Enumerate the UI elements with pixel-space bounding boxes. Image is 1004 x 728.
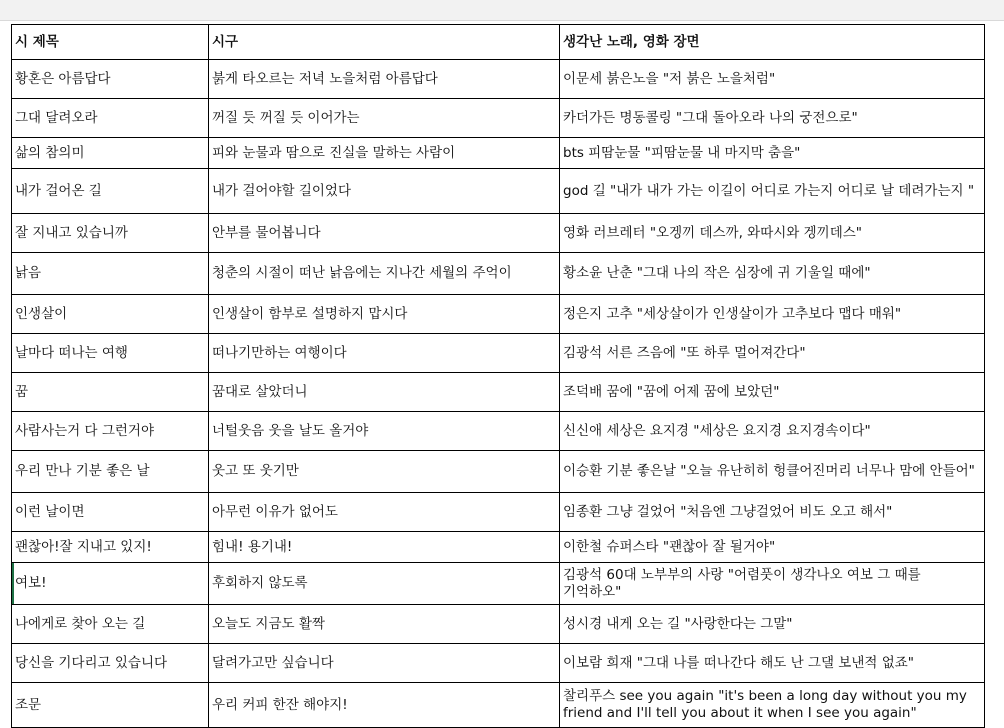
title-cell[interactable]: 사람사는거 다 그런거야 (12, 412, 209, 451)
verse-cell[interactable]: 힘내! 용기내! (209, 532, 560, 563)
sheet-top-strip (0, 0, 1004, 21)
table-row (12, 683, 985, 728)
song-cell[interactable]: 조덕배 꿈에 "꿈에 어제 꿈에 보았던" (560, 373, 985, 412)
table-row (12, 644, 985, 683)
title-cell[interactable]: 이런 날이면 (12, 493, 209, 532)
song-cell[interactable]: 임종환 그냥 걸었어 "처음엔 그냥걸었어 비도 오고 해서" (560, 493, 985, 532)
header-verse-cell[interactable]: 시구 (209, 25, 560, 60)
title-cell[interactable]: 괜찮아!잘 지내고 있지! (12, 532, 209, 563)
song-cell[interactable]: 황소윤 난춘 "그대 나의 작은 심장에 귀 기울일 때에" (560, 253, 985, 295)
table-row (12, 451, 985, 493)
title-cell[interactable]: 꿈 (12, 373, 209, 412)
poem-song-table (11, 24, 985, 728)
title-cell[interactable]: 인생살이 (12, 295, 209, 334)
verse-cell[interactable]: 아무런 이유가 없어도 (209, 493, 560, 532)
title-cell[interactable]: 내가 걸어온 길 (12, 169, 209, 214)
table-row (12, 99, 985, 138)
table-row (12, 412, 985, 451)
song-cell[interactable]: 이보람 희재 "그대 나를 떠나간다 해도 난 그댈 보낸적 없죠" (560, 644, 985, 683)
verse-cell[interactable]: 꿈대로 살았더니 (209, 373, 560, 412)
table-row (12, 138, 985, 169)
verse-cell[interactable]: 내가 걸어야할 길이었다 (209, 169, 560, 214)
title-cell[interactable]: 황혼은 아름답다 (12, 60, 209, 99)
title-cell[interactable]: 날마다 떠나는 여행 (12, 334, 209, 373)
verse-cell[interactable]: 꺼질 듯 꺼질 듯 이어가는 (209, 99, 560, 138)
verse-cell[interactable]: 피와 눈물과 땀으로 진실을 말하는 사람이 (209, 138, 560, 169)
verse-cell[interactable]: 떠나기만하는 여행이다 (209, 334, 560, 373)
song-cell[interactable]: 이문세 붉은노을 "저 붉은 노을처럼" (560, 60, 985, 99)
title-cell[interactable]: 잘 지내고 있습니까 (12, 214, 209, 253)
table-row (12, 605, 985, 644)
title-cell[interactable]: 낡음 (12, 253, 209, 295)
song-cell[interactable]: 이승환 기분 좋은날 "오늘 유난히히 헝클어진머리 너무나 맘에 안들어" (560, 451, 985, 493)
table-row (12, 60, 985, 99)
verse-cell[interactable]: 안부를 물어봅니다 (209, 214, 560, 253)
song-cell[interactable]: 찰리푸스 see you again "it's been a long day without you my friend and I'll tell you about it when I see you again" (560, 683, 985, 728)
song-cell[interactable]: 김광석 60대 노부부의 사랑 "어렴풋이 생각나오 여보 그 때를 기억하오" (560, 563, 985, 605)
title-cell[interactable]: 나에게로 찾아 오는 길 (12, 605, 209, 644)
table-row (12, 563, 985, 605)
verse-cell[interactable]: 오늘도 지금도 활짝 (209, 605, 560, 644)
verse-cell[interactable]: 너털웃음 웃을 날도 올거야 (209, 412, 560, 451)
title-cell[interactable]: 그대 달려오라 (12, 99, 209, 138)
table-row (12, 373, 985, 412)
verse-cell[interactable]: 붉게 타오르는 저녁 노을처럼 아름답다 (209, 60, 560, 99)
table-row (12, 295, 985, 334)
song-cell[interactable]: 성시경 내게 오는 길 "사랑한다는 그말" (560, 605, 985, 644)
title-cell[interactable]: 삶의 참의미 (12, 138, 209, 169)
verse-cell[interactable]: 후회하지 않도록 (209, 563, 560, 605)
song-cell[interactable]: 이한철 슈퍼스타 "괜찮아 잘 될거야" (560, 532, 985, 563)
header-song-cell[interactable]: 생각난 노래, 영화 장면 (560, 25, 985, 60)
verse-cell[interactable]: 웃고 또 웃기만 (209, 451, 560, 493)
table-row (12, 532, 985, 563)
verse-cell[interactable]: 달려가고만 싶습니다 (209, 644, 560, 683)
verse-cell[interactable]: 인생살이 함부로 설명하지 맙시다 (209, 295, 560, 334)
song-cell[interactable]: 신신애 세상은 요지경 "세상은 요지경 요지경속이다" (560, 412, 985, 451)
song-cell[interactable]: 영화 러브레터 "오겡끼 데스까, 와따시와 겡끼데스" (560, 214, 985, 253)
table-row (12, 493, 985, 532)
song-cell[interactable]: 김광석 서른 즈음에 "또 하루 멀어져간다" (560, 334, 985, 373)
song-cell[interactable]: god 길 "내가 내가 가는 이길이 어디로 가는지 어디로 날 데려가는지 " (560, 169, 985, 214)
header-title-cell[interactable]: 시 제목 (12, 25, 209, 60)
song-cell[interactable]: bts 피땀눈물 "피땀눈물 내 마지막 춤을" (560, 138, 985, 169)
spreadsheet-area (11, 24, 985, 728)
table-row (12, 253, 985, 295)
table-row (12, 214, 985, 253)
song-cell[interactable]: 카더가든 명동콜링 "그대 돌아오라 나의 궁전으로" (560, 99, 985, 138)
title-cell[interactable]: 당신을 기다리고 있습니다 (12, 644, 209, 683)
header-row (12, 25, 985, 60)
verse-cell[interactable]: 우리 커피 한잔 해야지! (209, 683, 560, 728)
title-cell[interactable]: 조문 (12, 683, 209, 728)
table-row (12, 334, 985, 373)
verse-cell[interactable]: 청춘의 시절이 떠난 낡음에는 지나간 세월의 주억이 (209, 253, 560, 295)
song-cell[interactable]: 정은지 고추 "세상살이가 인생살이가 고추보다 맵다 매워" (560, 295, 985, 334)
table-row (12, 169, 985, 214)
title-cell[interactable]: 우리 만나 기분 좋은 날 (12, 451, 209, 493)
title-cell-selected[interactable]: 여보! (12, 563, 209, 605)
